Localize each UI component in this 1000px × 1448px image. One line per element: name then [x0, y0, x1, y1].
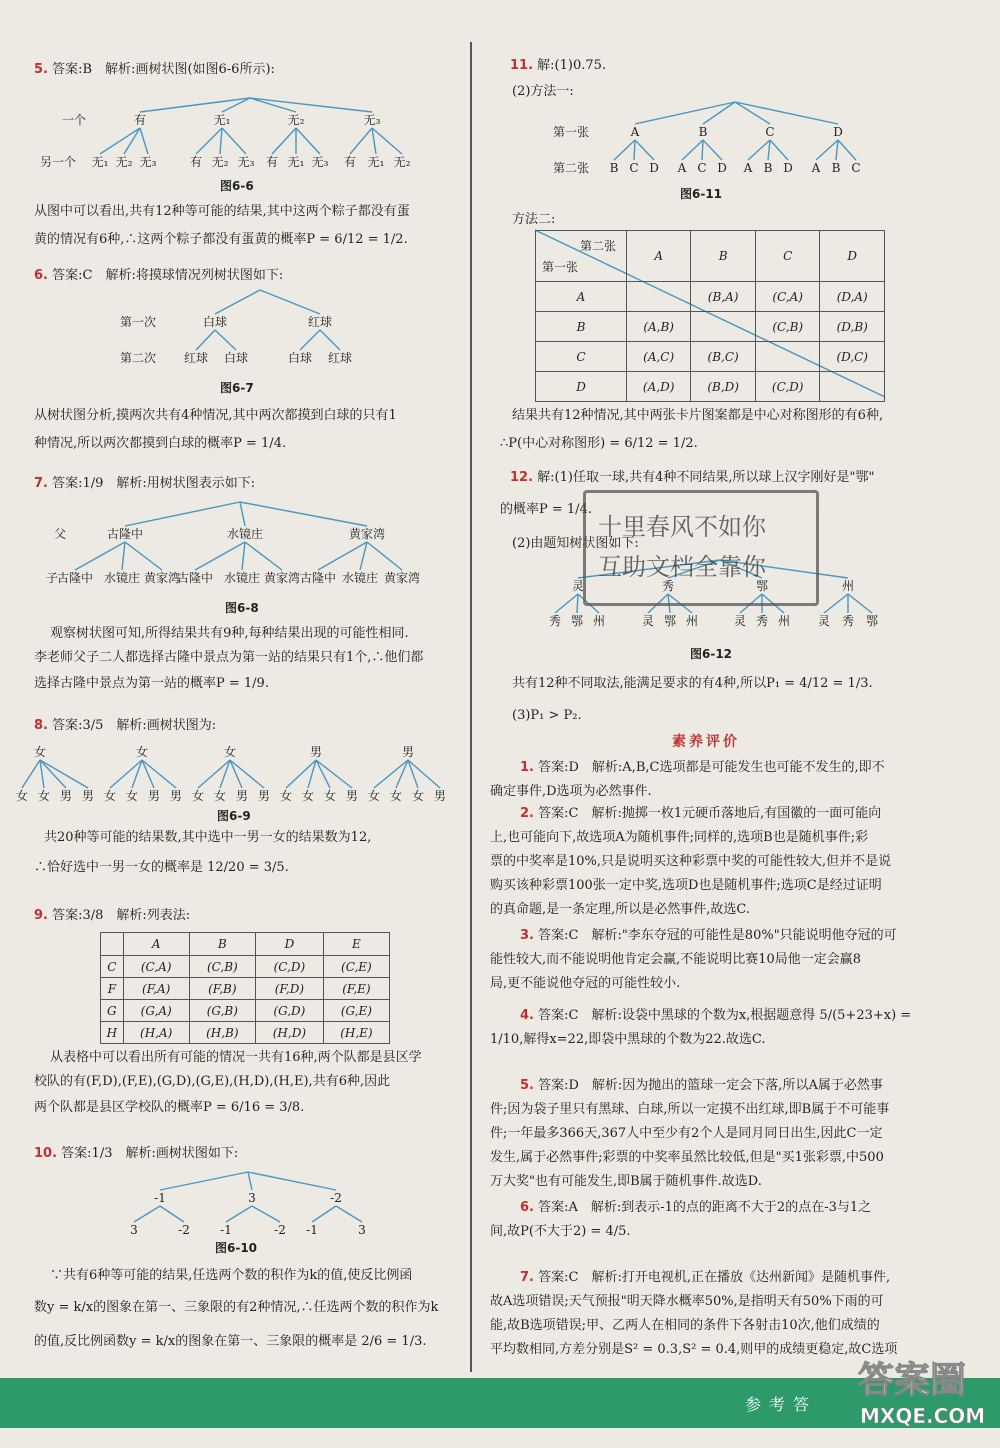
tree-leaf: 无₂	[393, 155, 411, 169]
q5-text-1: 从图中可以看出,共有12种等可能的结果,其中这两个粽子都没有蛋	[34, 204, 410, 219]
eval-number: 3.	[520, 928, 534, 943]
tree-leaf: A	[743, 161, 753, 175]
eval-answer: 答案:D 解析:A,B,C选项都是可能发生也可能不发生的,即不	[538, 760, 885, 775]
tree-leaf: 黄家湾	[143, 571, 181, 585]
eval-answer: 答案:A 解析:到表示-1的点的距离不大于2的点在-3与1之	[538, 1200, 872, 1215]
tree-leaf: 水镜庄	[103, 571, 141, 585]
table-cell: (B,A)	[691, 282, 756, 312]
tree-leaf: 男	[81, 789, 95, 803]
tree-leaf: B	[609, 161, 619, 175]
tree-leaf: -1	[220, 1223, 232, 1237]
table-cell: (B,C)	[691, 342, 756, 372]
tree-branch	[248, 1172, 336, 1190]
tree-leaf: -1	[306, 1223, 318, 1237]
tree-node: 黄家湾	[348, 527, 386, 541]
table-header-cell: C	[755, 231, 820, 282]
tree-leaf: 水镜庄	[223, 571, 261, 585]
footer-text: 参考答	[745, 1395, 818, 1414]
q9-text-1: 从表格中可以看出所有可能的情况一共有16种,两个队都是县区学	[50, 1050, 422, 1065]
table-cell: (D,A)	[820, 282, 885, 312]
eval-item-head	[520, 1200, 871, 1216]
q7-number: 7.	[34, 476, 48, 491]
tree-leaf: 男	[345, 789, 359, 803]
tree-node: -2	[330, 1191, 342, 1205]
tree-leaf: 男	[59, 789, 73, 803]
q7-text-3: 选择古隆中景点为第一站的概率P = 1/9.	[34, 676, 269, 691]
eval-number: 4.	[520, 1008, 534, 1023]
eval-item-head	[520, 1270, 890, 1286]
corner-col-label: 第二张	[579, 239, 616, 253]
tree-node: 白球	[202, 315, 228, 329]
tree-node: 古隆中	[106, 527, 144, 541]
table-cell: H	[101, 1022, 124, 1044]
tree-leaf: 鄂	[865, 614, 879, 628]
figure-caption-6-6: 图6-6	[220, 179, 254, 193]
tree-node: B	[698, 125, 708, 139]
table-cell: (G,A)	[123, 1000, 189, 1022]
tree-node: 3	[248, 1191, 256, 1205]
table-cell: (B,D)	[691, 372, 756, 402]
eval-item-text: 能,故B选项错误;甲、乙两人在相同的条件下各射击10次,他们成绩的	[490, 1318, 880, 1333]
tree-node: 无₂	[287, 113, 305, 127]
tree-leaf: C	[851, 161, 861, 175]
tree-leaf: 州	[777, 614, 791, 628]
eval-number: 6.	[520, 1200, 534, 1215]
row-label: 另一个	[40, 155, 77, 169]
tree-leaf: 古隆中	[176, 571, 214, 585]
tree-leaf: 无₁	[91, 155, 109, 169]
figure-caption-6-12: 图6-12	[690, 647, 733, 661]
q10-number: 10.	[34, 1146, 58, 1161]
tree-leaf: 无₁	[287, 155, 305, 169]
q12-answer: 解:(1)任取一球,共有4种不同结果,所以球上汉字刚好是"鄂"	[537, 470, 875, 485]
eval-item-text: 上,也可能向下,故选项A为随机事件;同样的,选项B也是随机事件;彩	[490, 830, 869, 845]
q11-method1: (2)方法一:	[512, 84, 574, 99]
q12-text-1: 的概率P = 1/4.	[500, 502, 592, 517]
row-label: 第一张	[553, 125, 590, 139]
table-header-cell: D	[255, 933, 323, 956]
q12-text-4: (3)P₁ > P₂.	[512, 708, 582, 723]
eval-item-head	[520, 1008, 911, 1024]
tree-branch	[312, 1206, 336, 1222]
tree-leaf: 有	[265, 155, 279, 169]
tree-leaf: 古隆中	[299, 571, 337, 585]
q10-answer: 答案:1/3 解析:画树状图如下:	[61, 1146, 239, 1161]
eval-item-text: 件;一年最多366天,367人中至少有2个人是同月同日出生,因此C一定	[490, 1126, 883, 1141]
eval-number: 7.	[520, 1270, 534, 1285]
q12-number: 12.	[510, 470, 534, 485]
eval-item-text: 万大奖"也有可能发生,即B属于随机事件.故选D.	[490, 1174, 762, 1189]
q9-text-3: 两个队都是县区学校队的概率P = 6/16 = 3/8.	[34, 1100, 305, 1115]
figure-caption-6-11: 图6-11	[680, 187, 723, 201]
stamp-line-2: 互助文档全靠你	[598, 553, 766, 581]
tree-branch	[555, 594, 578, 613]
tree-leaf: 秀	[548, 614, 562, 628]
tree-leaf: 水镜庄	[341, 571, 379, 585]
table-cell: (C,E)	[323, 956, 389, 978]
eval-item-text: 间,故P(不大于2) = 4/5.	[490, 1224, 631, 1239]
tree-node: 女	[135, 745, 149, 759]
tree-leaf: 无₂	[211, 155, 229, 169]
tree-branch	[336, 1206, 362, 1222]
tree-leaf: B	[763, 161, 773, 175]
eval-item-head	[520, 806, 881, 822]
tree-leaf: 白球	[287, 351, 313, 365]
table-cell: (G,B)	[189, 1000, 255, 1022]
table-cell: (D,C)	[820, 342, 885, 372]
table-cell: (A,D)	[627, 372, 691, 402]
q8-answer: 答案:3/5 解析:画树状图为:	[52, 718, 217, 733]
table-cell: (C,B)	[189, 956, 255, 978]
corner-row-label: 第一张	[542, 260, 579, 274]
table-cell: (G,D)	[255, 1000, 323, 1022]
tree-node: 有	[133, 113, 147, 127]
table-cell: (H,E)	[323, 1022, 389, 1044]
table-header-cell: B	[691, 231, 756, 282]
q6-answer: 答案:C 解析:将摸球情况列树状图如下:	[52, 268, 284, 283]
eval-number: 5.	[520, 1078, 534, 1093]
tree-leaf: 3	[358, 1223, 366, 1237]
tree-leaf: 黄家湾	[383, 571, 421, 585]
eval-answer: 答案:C 解析:打开电视机,正在播放《达州新闻》是随机事件,	[538, 1270, 891, 1285]
tree-node: D	[833, 125, 843, 139]
tree-leaf: D	[783, 161, 793, 175]
table-cell: (F,B)	[189, 978, 255, 1000]
tree-leaf: -2	[178, 1223, 190, 1237]
tree-leaf: 女	[125, 789, 139, 803]
eval-item-head	[520, 928, 897, 944]
q5-text-2: 黄的情况有6种,∴这两个粽子都没有蛋黄的概率P = 6/12 = 1/2.	[34, 232, 408, 247]
tree-branch	[252, 1206, 280, 1222]
tree-node: 无₁	[213, 113, 231, 127]
table-header-cell: A	[627, 231, 691, 282]
table-cell: D	[536, 372, 627, 402]
tree-leaf: 州	[685, 614, 699, 628]
eval-answer: 答案:C 解析:设袋中黑球的个数为x,根据题意得 5/(5+23+x) =	[538, 1008, 912, 1023]
logo-mark: 答案圈	[858, 1360, 967, 1401]
tree-node: 女	[33, 745, 47, 759]
tree-branch	[577, 594, 578, 613]
table-header-cell: A	[123, 933, 189, 956]
q6-text-1: 从树状图分析,摸两次共有4种情况,其中两次都摸到白球的只有1	[34, 408, 397, 423]
tree-leaf: 灵	[817, 614, 831, 628]
tree-leaf: 白球	[223, 351, 249, 365]
tree-leaf: 古隆中	[56, 571, 94, 585]
eval-number: 1.	[520, 760, 534, 775]
row-label: 父	[54, 527, 67, 541]
tree-branch	[824, 594, 848, 613]
q9-text-2: 校队的有(F,D),(F,E),(G,D),(G,E),(H,D),(H,E),共有6种,因此	[34, 1074, 391, 1089]
q5-answer: 答案:B 解析:画树状图(如图6-6所示):	[52, 62, 275, 77]
tree-node: 无₃	[363, 113, 381, 127]
table-cell: (F,D)	[255, 978, 323, 1000]
q7-text-2: 李老师父子二人都选择古隆中景点为第一站的结果只有1个,∴他们都	[34, 650, 424, 665]
tree-leaf: -2	[274, 1223, 286, 1237]
table-header-cell: B	[189, 933, 255, 956]
tree-branch	[134, 1206, 160, 1222]
table-cell: (C,A)	[755, 282, 820, 312]
eval-answer: 答案:C 解析:抛掷一枚1元硬币落地后,有国徽的一面可能向	[538, 806, 882, 821]
figure-caption-6-10: 图6-10	[215, 1241, 258, 1255]
tree-leaf: D	[717, 161, 727, 175]
eval-answer: 答案:C 解析:"李东夺冠的可能性是80%"只能说明他夺冠的可	[538, 928, 897, 943]
q6-number: 6.	[34, 268, 48, 283]
eval-item-text: 平均数相同,方差分别是S² = 0.3,S² = 0.4,则甲的成绩更稳定,故C选项	[490, 1342, 898, 1357]
q9-answer: 答案:3/8 解析:列表法:	[52, 908, 191, 923]
eval-item-text: 的真命题,是一条定理,所以是必然事件,故选C.	[490, 902, 751, 917]
tree-leaf: 女	[367, 789, 381, 803]
table-cell: (C,A)	[123, 956, 189, 978]
eval-answer: 答案:D 解析:因为抛出的篮球一定会下落,所以A属于必然事	[538, 1078, 883, 1093]
table-cell: F	[101, 978, 124, 1000]
tree-leaf: 有	[343, 155, 357, 169]
table-cell: (H,A)	[123, 1022, 189, 1044]
tree-node: 男	[309, 745, 323, 759]
q6-text-2: 种情况,所以两次都摸到白球的概率P = 1/4.	[34, 436, 287, 451]
tree-leaf: 有	[189, 155, 203, 169]
tree-leaf: 红球	[327, 351, 353, 365]
tree-leaf: 灵	[641, 614, 655, 628]
tree-leaf: 黄家湾	[263, 571, 301, 585]
row-label: 第二张	[553, 161, 590, 175]
q11-method2: 方法二:	[512, 212, 556, 227]
q10-text-3: 的值,反比例函数y = k/x的图象在第一、三象限的概率是 2/6 = 1/3.	[34, 1334, 427, 1349]
tree-leaf: 女	[301, 789, 315, 803]
tree-leaf: 女	[213, 789, 227, 803]
stamp-line-1: 十里春风不如你	[598, 513, 766, 541]
tree-node: 鄂	[755, 579, 769, 593]
tree-leaf: 鄂	[663, 614, 677, 628]
eval-item-text: 故A选项错误;天气预报"明天降水概率50%,是指明天有50%下雨的可	[490, 1294, 884, 1309]
tree-leaf: 无₃	[237, 155, 255, 169]
q9-number: 9.	[34, 908, 48, 923]
tree-leaf: 男	[147, 789, 161, 803]
logo-url: MXQE.COM	[860, 1404, 986, 1428]
tree-leaf: 男	[235, 789, 249, 803]
tree-leaf: D	[649, 161, 659, 175]
eval-item-text: 确定事件,D选项为必然事件.	[490, 784, 652, 799]
table-cell: C	[536, 342, 627, 372]
tree-leaf: 男	[433, 789, 447, 803]
eval-item-head	[520, 760, 885, 776]
row-label: 第一次	[120, 315, 157, 329]
tree-leaf: 女	[37, 789, 51, 803]
tree-branch	[848, 594, 872, 613]
tree-leaf: 鄂	[570, 614, 584, 628]
eval-item-head	[520, 1078, 883, 1094]
tree-leaf: 无₁	[367, 155, 385, 169]
eval-item-text: 1/10,解得x=22,即袋中黑球的个数为22.故选C.	[490, 1032, 766, 1047]
tree-leaf: C	[629, 161, 639, 175]
tree-leaf: 红球	[183, 351, 209, 365]
table-cell: (F,E)	[323, 978, 389, 1000]
tree-leaf: 秀	[841, 614, 855, 628]
eval-item-text: 票的中奖率是10%,只是说明买这种彩票中奖的可能性较大,但并不是说	[490, 854, 892, 869]
tree-leaf: 灵	[733, 614, 747, 628]
table-header-cell: D	[820, 231, 885, 282]
table-cell: B	[536, 312, 627, 342]
q10-text-2: 数y = k/x的图象在第一、三象限的有2种情况,∴任选两个数的积作为k	[34, 1300, 439, 1315]
footer-bar	[0, 1378, 1000, 1428]
tree-leaf: 女	[411, 789, 425, 803]
q10-text-1: ∵共有6种等可能的结果,任选两个数的积作为k的值,使反比例函	[50, 1268, 413, 1283]
tree-leaf: B	[831, 161, 841, 175]
tree-leaf: 3	[130, 1223, 138, 1237]
q7-text-1: 观察树状图可知,所得结果共有9种,每种结果出现的可能性相同.	[50, 626, 409, 641]
q11-number: 11.	[510, 58, 534, 73]
tree-node: C	[765, 125, 775, 139]
table-cell: (F,A)	[123, 978, 189, 1000]
q11-answer: 解:(1)0.75.	[537, 58, 607, 73]
figure-caption-6-9: 图6-9	[217, 809, 251, 823]
tree-leaf: 秀	[755, 614, 769, 628]
tree-node: -1	[154, 1191, 166, 1205]
table-cell: (C,B)	[755, 312, 820, 342]
tree-leaf: A	[811, 161, 821, 175]
tree-leaf: A	[677, 161, 687, 175]
tree-node: 州	[841, 579, 855, 593]
eval-item-text: 发生,属于必然事件;彩票的中奖率虽然比较低,但是"买1张彩票,中500	[490, 1150, 884, 1165]
tree-leaf: 无₃	[311, 155, 329, 169]
tree-leaf: 女	[103, 789, 117, 803]
table-cell: (H,B)	[189, 1022, 255, 1044]
table-cell: (A,B)	[627, 312, 691, 342]
q7-answer: 答案:1/9 解析:用树状图表示如下:	[52, 476, 256, 491]
tree-leaf: 女	[389, 789, 403, 803]
eval-item-text: 能性较大,而不能说明他肯定会赢,不能说明比赛10局他一定会赢8	[490, 952, 862, 967]
tree-node: 男	[401, 745, 415, 759]
q8-number: 8.	[34, 718, 48, 733]
tree-leaf: C	[697, 161, 707, 175]
row-label: 子	[46, 571, 59, 585]
tree-leaf: 女	[323, 789, 337, 803]
q5-number: 5.	[34, 62, 48, 77]
tree-node: 女	[223, 745, 237, 759]
tree-branch	[160, 1206, 184, 1222]
tree-leaf: 女	[279, 789, 293, 803]
tree-node: 水镜庄	[226, 527, 264, 541]
table-cell: (H,D)	[255, 1022, 323, 1044]
q12-text-3: 共有12种不同取法,能满足要求的有4种,所以P₁ = 4/12 = 1/3.	[512, 676, 873, 691]
tree-leaf: 州	[592, 614, 606, 628]
q11-text-2: ∴P(中心对称图形) = 6/12 = 1/2.	[500, 436, 698, 451]
tree-node: 灵	[571, 579, 585, 593]
tree-leaf: 无₂	[115, 155, 133, 169]
watermark-stamp	[583, 490, 819, 606]
table-cell: C	[101, 956, 124, 978]
eval-item-text: 局,更不能说他夺冠的可能性较小.	[490, 976, 681, 991]
q8-text-1: 共20种等可能的结果数,其中选中一男一女的结果数为12,	[44, 830, 372, 845]
tree-leaf: 女	[15, 789, 29, 803]
table-cell: (D,B)	[820, 312, 885, 342]
tree-leaf: 男	[257, 789, 271, 803]
table-header-cell: E	[323, 933, 389, 956]
tree-leaf: 无₃	[139, 155, 157, 169]
section-title: 素养评价	[672, 734, 740, 750]
row-label: 第二次	[120, 351, 157, 365]
eval-item-text: 购买该种彩票100张一定中奖,选项D也是随机事件;选项C是经过证明	[490, 878, 882, 893]
figure-caption-6-7: 图6-7	[220, 381, 254, 395]
tree-branch	[248, 1172, 252, 1190]
tree-leaf: 男	[169, 789, 183, 803]
q12-text-2: (2)由题知树状图如下:	[512, 536, 639, 551]
tree-leaf: 女	[191, 789, 205, 803]
site-logo	[858, 1352, 988, 1438]
figure-caption-6-8: 图6-8	[225, 601, 259, 615]
eval-item-text: 件;因为袋子里只有黑球、白球,所以一定摸不出红球,即B属于不可能事	[490, 1102, 890, 1117]
q8-text-2: ∴恰好选中一男一女的概率是 12/20 = 3/5.	[34, 860, 289, 875]
q11-text-1: 结果共有12种情况,其中两张卡片图案都是中心对称图形的有6种,	[512, 408, 884, 423]
row-label: 一个	[62, 113, 87, 127]
table-cell: G	[101, 1000, 124, 1022]
table-cell: A	[536, 282, 627, 312]
tree-node: A	[630, 125, 640, 139]
tree-node: 红球	[307, 315, 333, 329]
tree-branch	[226, 1206, 252, 1222]
table-cell: (C,D)	[255, 956, 323, 978]
tree-diagram-6-12	[0, 0, 1000, 640]
table-cell: (C,D)	[755, 372, 820, 402]
tree-branch	[160, 1172, 248, 1190]
table-cell: (G,E)	[323, 1000, 389, 1022]
table-cell: (A,C)	[627, 342, 691, 372]
tree-node: 秀	[661, 579, 675, 593]
eval-number: 2.	[520, 806, 534, 821]
